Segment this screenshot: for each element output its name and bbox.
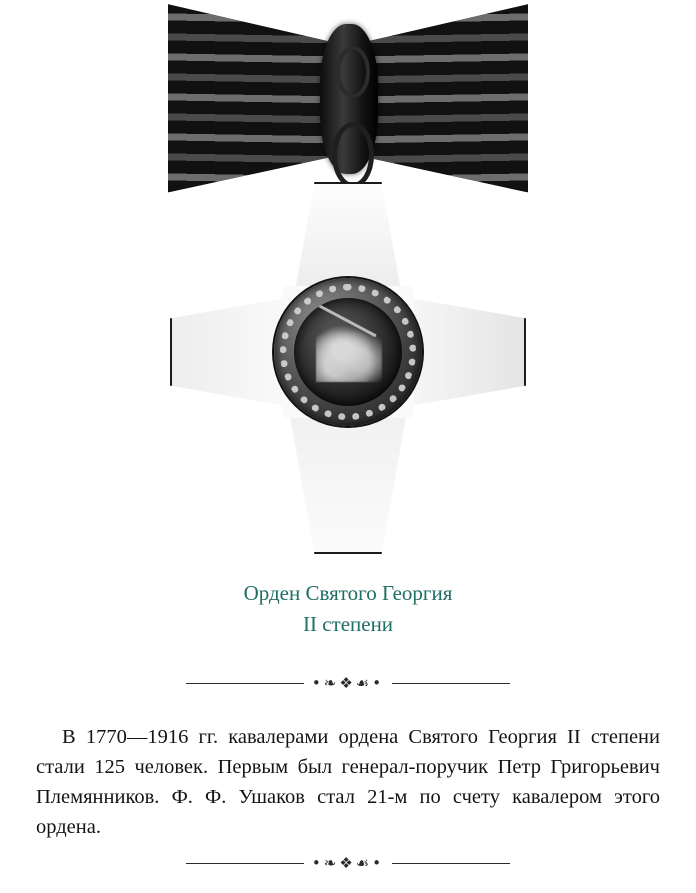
- figure-caption: [0, 578, 696, 640]
- ornament-rule-left: [186, 683, 304, 684]
- ribbon-bow: [168, 2, 528, 194]
- cross-body: [170, 182, 526, 554]
- ornament-divider-bottom: [0, 852, 696, 874]
- ornament-rule-right: [392, 683, 510, 684]
- medallion-outer-ring: [274, 278, 422, 426]
- medallion-field: [294, 298, 402, 406]
- body-text-block: [36, 722, 660, 842]
- caption-line-2: II степени: [302, 612, 394, 636]
- ribbon-ring-upper: [336, 46, 370, 98]
- ornament-glyphs: •❧❖☙•: [311, 853, 385, 872]
- ornament-rule-left: [186, 863, 304, 864]
- ribbon-ring-lower: [332, 122, 374, 188]
- ornament-rule-right: [392, 863, 510, 864]
- ornament-glyphs: •❧❖☙•: [311, 673, 385, 692]
- cross-arm-bottom: [288, 406, 408, 554]
- caption-line-1: Орден Святого Георгия: [243, 581, 453, 605]
- ornament-divider-top: [0, 672, 696, 694]
- body-paragraph: В 1770—1916 гг. кавалерами ордена Святого Георгия II степени стали 125 человек. Первым был генерал-поручик Петр Григорьевич Племянников. Ф. Ф. Ушаков стал 21-м по счету кавалером этого ордена.: [36, 726, 660, 838]
